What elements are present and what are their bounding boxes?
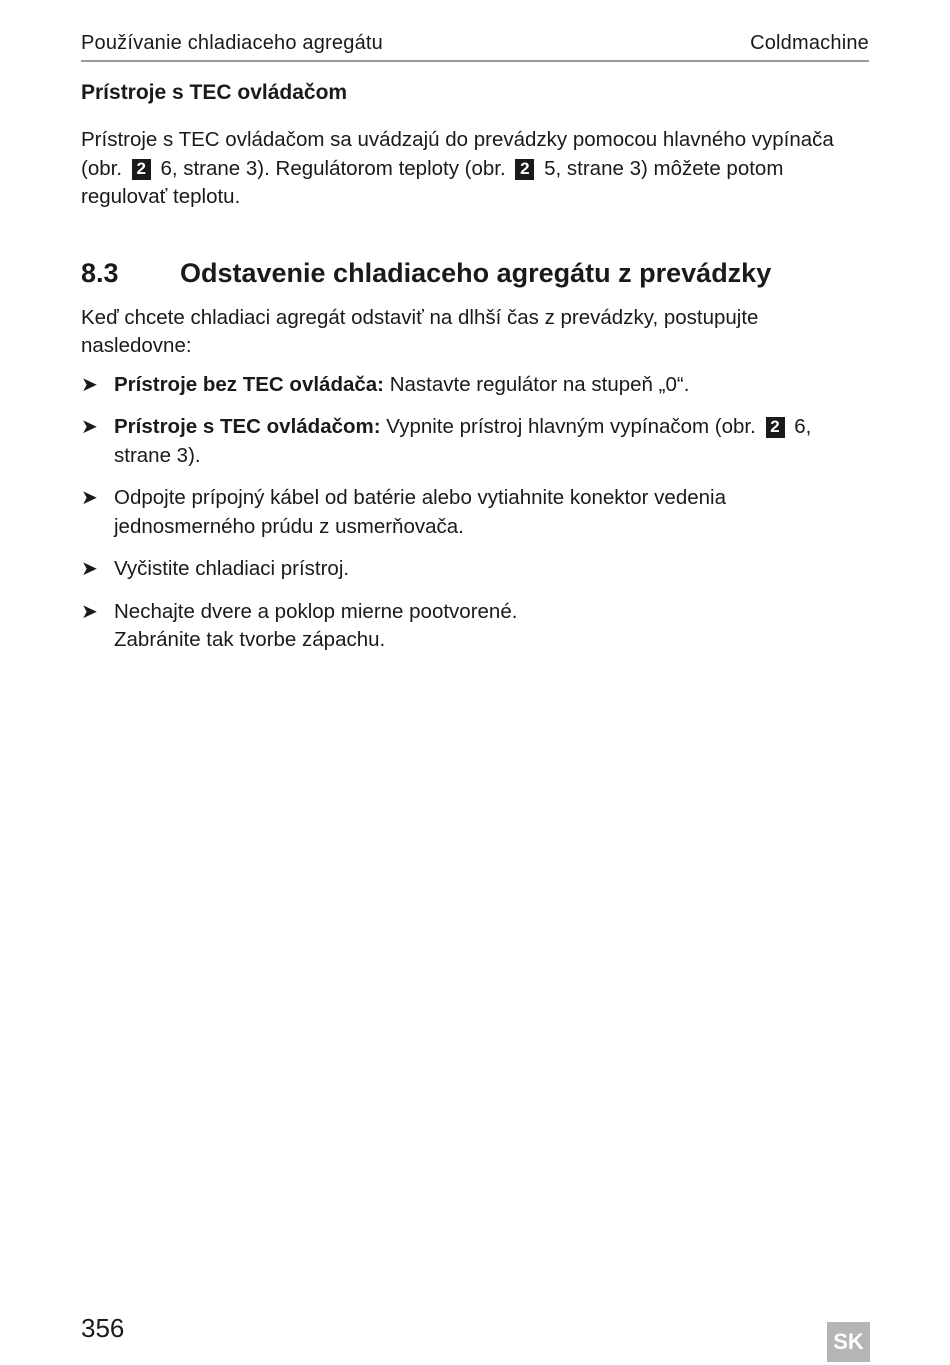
list-item bbox=[81, 598, 871, 655]
figure-reference-badge: 2 bbox=[132, 159, 151, 180]
section-number: 8.3 bbox=[81, 257, 119, 288]
arrow-bullet-icon: ➤ bbox=[81, 600, 98, 623]
step-text: Nastavte regulátor na stupeň „0“. bbox=[384, 372, 690, 396]
step-text: Vyčistite chladiaci prístroj. bbox=[114, 557, 350, 580]
step-text: 6, strane 3). bbox=[114, 415, 812, 467]
subsection-paragraph bbox=[81, 126, 871, 212]
subsection-title: Prístroje s TEC ovládačom bbox=[81, 81, 348, 104]
page-content bbox=[81, 78, 871, 669]
step-text: Vypnite prístroj hlavným vypínačom (obr. bbox=[380, 415, 756, 438]
figure-reference-badge: 2 bbox=[515, 159, 534, 180]
arrow-bullet-icon: ➤ bbox=[81, 558, 98, 580]
page-header bbox=[81, 30, 869, 62]
step-label: Prístroje bez TEC ovládača: bbox=[114, 372, 385, 396]
header-product-name: Coldmachine bbox=[750, 32, 869, 54]
paragraph-text: 5, strane 3) môžete potom regulovať teplotu. bbox=[81, 156, 784, 208]
list-item bbox=[81, 555, 871, 584]
list-item bbox=[81, 413, 871, 470]
arrow-bullet-icon: ➤ bbox=[81, 373, 98, 396]
figure-reference-badge: 2 bbox=[766, 417, 785, 438]
step-text: Nechajte dvere a poklop mierne pootvorené. bbox=[114, 599, 518, 623]
paragraph-text: Prístroje s TEC ovládačom sa uvádzajú do prevádzky pomocou hlavného vypínača (obr. bbox=[81, 128, 834, 180]
list-item bbox=[81, 371, 871, 400]
paragraph-text: 6, strane 3). Regulátorom teploty (obr. bbox=[160, 156, 506, 180]
section-title: Odstavenie chladiaceho agregátu z prevádzky bbox=[180, 257, 772, 288]
arrow-bullet-icon: ➤ bbox=[81, 416, 98, 438]
step-note: Zabránite tak tvorbe zápachu. bbox=[114, 628, 386, 651]
section-intro: Keď chcete chladiaci agregát odstaviť na dlhší čas z prevádzky, postupujte nasledovne: bbox=[81, 305, 759, 357]
instruction-list bbox=[81, 371, 871, 655]
list-item bbox=[81, 484, 871, 541]
step-label: Prístroje s TEC ovládačom: bbox=[114, 415, 381, 438]
header-chapter-title: Používanie chladiaceho agregátu bbox=[81, 32, 383, 54]
step-text: Odpojte prípojný kábel od batérie alebo vytiahnite konektor vedenia jednosmerného prúdu z usmerňovača. bbox=[114, 486, 726, 538]
language-badge: SK bbox=[827, 1322, 870, 1362]
section-heading bbox=[81, 256, 871, 290]
arrow-bullet-icon: ➤ bbox=[81, 487, 98, 509]
page-number: 356 bbox=[81, 1313, 125, 1343]
